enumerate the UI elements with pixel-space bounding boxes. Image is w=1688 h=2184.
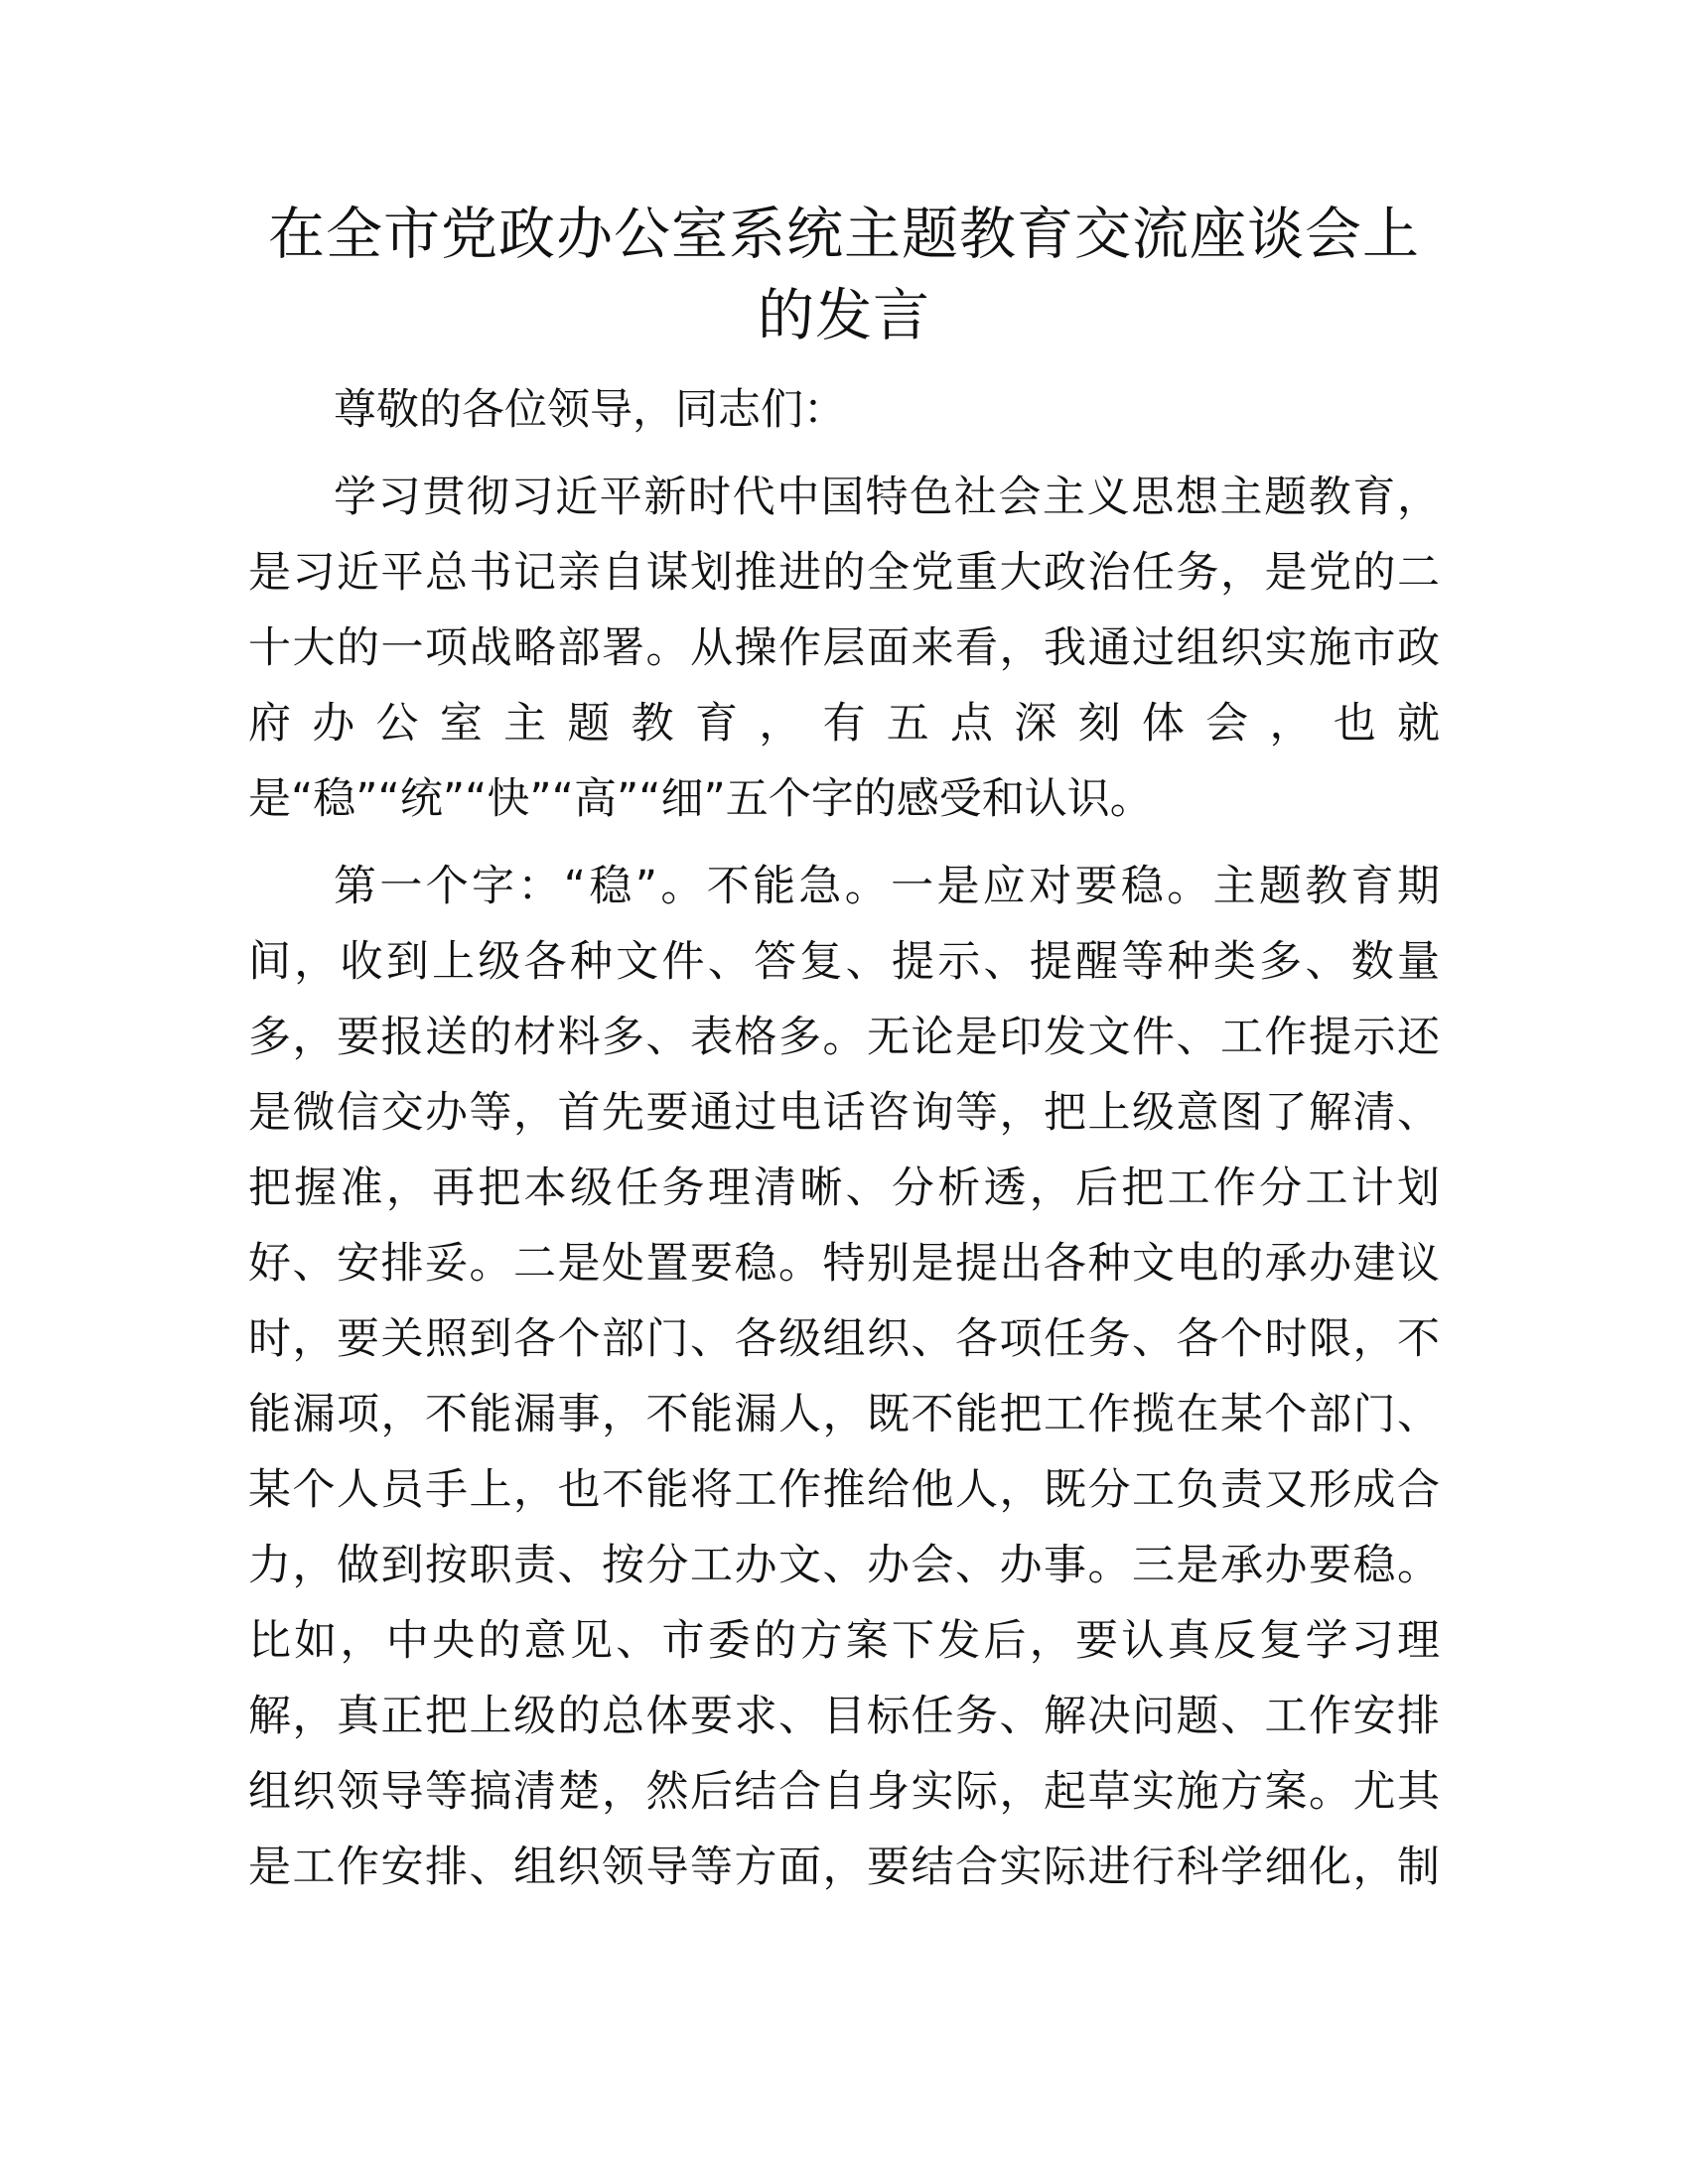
- paragraph-line: 时，要关照到各个部门、各级组织、各项任务、各个时限，不: [248, 1314, 1440, 1364]
- paragraph-line: 第一个字：“稳”。不能急。一是应对要稳。主题教育期: [334, 862, 1440, 911]
- paragraph-line: 好、安排妥。二是处置要稳。特别是提出各种文电的承办建议: [248, 1239, 1440, 1289]
- paragraph-line: 解，真正把上级的总体要求、目标任务、解决问题、工作安排: [248, 1692, 1440, 1741]
- paragraph-line: 多，要报送的材料多、表格多。无论是印发文件、工作提示还: [248, 1013, 1440, 1062]
- title-line-2: 的发言: [758, 283, 930, 348]
- document-title: [248, 194, 1440, 356]
- paragraph-line: 把握准，再把本级任务理清晰、分析透，后把工作分工计划: [248, 1163, 1440, 1213]
- title-line-1: 在全市党政办公室系统主题教育交流座谈会上: [268, 202, 1420, 267]
- paragraph-line: 某个人员手上，也不能将工作推给他人，既分工负责又形成合: [248, 1465, 1440, 1515]
- salutation-paragraph: [248, 372, 1440, 448]
- paragraph-line: 能漏项，不能漏事，不能漏人，既不能把工作揽在某个部门、: [248, 1390, 1440, 1439]
- paragraph-line: 府办公室主题教育，有五点深刻体会，也就: [248, 699, 1440, 749]
- paragraph-line: 组织领导等搞清楚，然后结合自身实际，起草实施方案。尤其: [248, 1767, 1440, 1817]
- paragraph-line: 是“稳”“统”“快”“高”“细”五个字的感受和认识。: [248, 774, 1153, 824]
- body-paragraph-1: [248, 460, 1440, 837]
- paragraph-line: 比如，中央的意见、市委的方案下发后，要认真反复学习理: [248, 1616, 1440, 1666]
- document-page: [248, 194, 1440, 1917]
- paragraph-line: 是习近平总书记亲自谋划推进的全党重大政治任务，是党的二: [248, 548, 1440, 598]
- paragraph-line: 是微信交办等，首先要通过电话咨询等，把上级意图了解清、: [248, 1088, 1440, 1138]
- salutation: 尊敬的各位领导，同志们：: [334, 385, 846, 435]
- paragraph-line: 间，收到上级各种文件、答复、提示、提醒等种类多、数量: [248, 937, 1440, 987]
- paragraph-line: 是工作安排、组织领导等方面，要结合实际进行科学细化，制: [248, 1843, 1440, 1892]
- paragraph-line: 力，做到按职责、按分工办文、办会、办事。三是承办要稳。: [248, 1541, 1440, 1590]
- body-paragraph-2: [248, 849, 1440, 1905]
- paragraph-line: 学习贯彻习近平新时代中国特色社会主义思想主题教育，: [334, 473, 1440, 522]
- paragraph-line: 十大的一项战略部署。从操作层面来看，我通过组织实施市政: [248, 623, 1440, 673]
